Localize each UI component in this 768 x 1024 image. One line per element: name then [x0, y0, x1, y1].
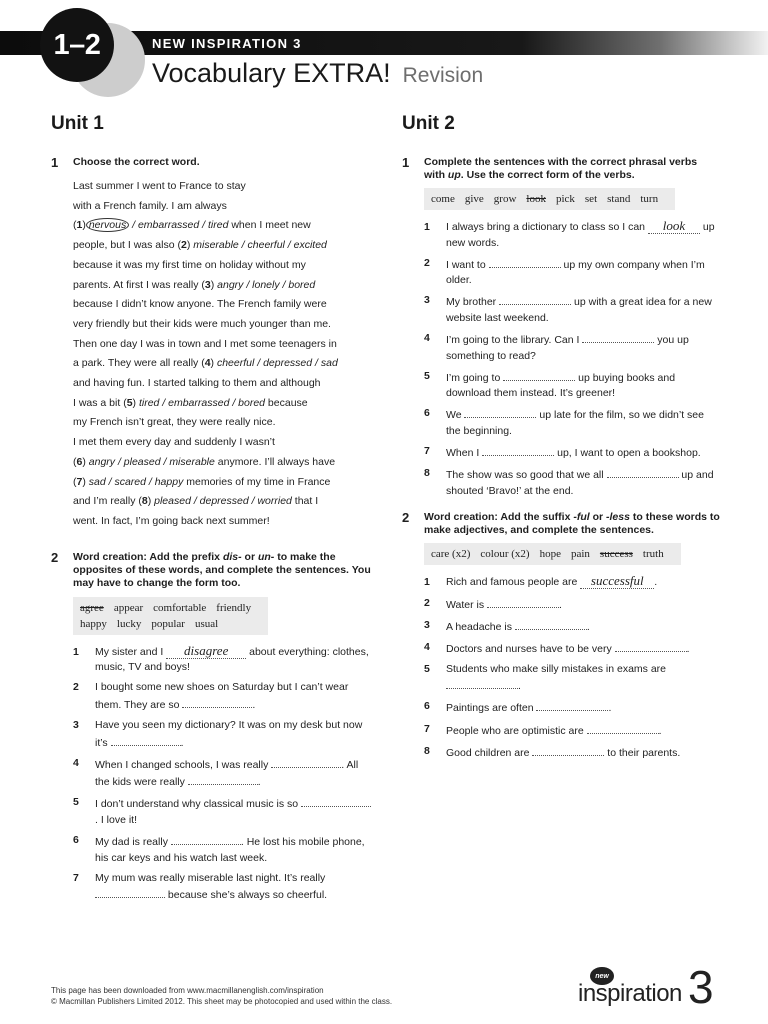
item-number: 8	[424, 467, 430, 480]
word-box-word: colour (x2)	[480, 548, 530, 561]
text-fragment: when I meet new	[228, 219, 311, 232]
item-number: 1	[73, 645, 79, 658]
footer	[51, 986, 392, 1007]
answer-blank	[166, 642, 246, 659]
text-line: people, but I was also (2) miserable / cheerful / excited	[73, 239, 327, 252]
item-text: about everything: clothes, music, TV and boys!	[95, 645, 369, 674]
exercise-items	[424, 220, 720, 499]
exercise-item	[424, 575, 720, 591]
answer-blank	[188, 773, 258, 785]
exercise-items	[424, 575, 720, 761]
handwritten-answer: successful	[590, 573, 644, 589]
word-box-word: set	[584, 193, 598, 205]
word-box-word: success	[599, 548, 633, 561]
gap-number: 2	[180, 239, 187, 252]
text-fragment: a park. They were all really (	[73, 357, 205, 370]
exercise-item	[73, 718, 371, 751]
item-text: My sister and I	[95, 645, 167, 658]
item-text: Students who make silly mistakes in exams are	[446, 662, 667, 675]
word-options: angry / lonely / bored	[217, 278, 316, 291]
exercise-item	[424, 444, 720, 462]
item-number: 2	[424, 596, 430, 609]
item-number: 5	[73, 796, 79, 809]
item-number: 3	[73, 719, 79, 732]
text-fragment: anymore. I’ll always have	[214, 455, 336, 468]
word-box-word: popular	[151, 617, 185, 630]
text-line: (1) nervous / embarrassed / tired when I meet new	[73, 219, 311, 232]
item-text: .	[658, 724, 662, 737]
footer-copyright: © Macmillan Publishers Limited 2012. This sheet may be photocopied and used within the class.	[51, 996, 393, 1006]
instr-suffix: -less	[606, 511, 630, 524]
exercise-item	[424, 256, 720, 289]
text-fragment: I was a bit (	[73, 396, 127, 409]
item-text: .	[586, 620, 590, 633]
text-line: a park. They were all really (4) cheerful / depressed / sad	[73, 357, 338, 370]
item-text: because she’s always so cheerful.	[165, 889, 328, 902]
answer-blank	[536, 699, 608, 711]
exercise-instruction	[424, 156, 720, 182]
text-fragment: that I	[291, 495, 319, 508]
exercise-item	[424, 618, 720, 636]
word-box-word: pain	[570, 548, 590, 561]
series-title: NEW INSPIRATION 3	[152, 36, 302, 51]
item-text: Water is	[446, 598, 488, 611]
item-text: I’m going to the library. Can I	[446, 334, 583, 347]
text-line: my French isn’t great, they were really nice.	[73, 416, 276, 429]
item-text: up late for the film, so we didn’t see the beginning.	[446, 409, 704, 438]
handwritten-answer: disagree	[184, 642, 229, 658]
exercise-item	[424, 406, 720, 439]
text-line: Last summer I went to France to stay	[73, 180, 246, 192]
instr-prefix: dis-	[222, 550, 242, 563]
item-text: . I love it!	[95, 814, 138, 826]
word-box-word: appear	[113, 601, 144, 614]
item-number: 7	[424, 445, 430, 458]
instr-fragment: to make the opposites of these words, and complete the sentences. You may have to change the form too.	[73, 550, 371, 589]
item-text: My brother	[446, 296, 500, 309]
item-text: up new words.	[446, 221, 715, 249]
item-text: Paintings are often	[446, 702, 537, 715]
answer-blank	[489, 256, 561, 268]
instr-fragment: . Use the correct form of the verbs.	[460, 169, 635, 181]
item-text: . He lost his mobile phone, his car keys and his watch last week.	[95, 836, 365, 864]
word-options: cheerful / depressed / sad	[216, 357, 338, 370]
item-number: 3	[424, 618, 430, 631]
item-text: you up something to read?	[446, 334, 689, 362]
gap-number: 3	[204, 278, 211, 291]
item-text: I always bring a dictionary to class so I can	[446, 221, 648, 233]
word-box-row	[431, 191, 668, 207]
answer-blank	[503, 369, 575, 381]
word-box-word: agree	[80, 601, 104, 614]
page-title-text: Vocabulary EXTRA!	[152, 58, 391, 88]
word-box-word: come	[431, 193, 455, 205]
item-text: up with a great idea for a new website last weekend.	[446, 296, 712, 324]
word-box-word: pick	[555, 193, 575, 205]
item-number: 2	[73, 681, 79, 694]
exercise-number: 1	[402, 155, 410, 170]
item-text: Good children are	[446, 746, 533, 759]
item-number: 6	[424, 700, 430, 713]
answer-blank	[171, 833, 241, 845]
exercise-item	[424, 220, 720, 251]
answer-blank	[532, 744, 604, 756]
gap-number: 6	[76, 455, 83, 468]
instr-suffix: -ful	[573, 511, 590, 524]
item-number: 4	[424, 640, 430, 653]
exercise-item	[424, 744, 720, 762]
item-text: People who are optimistic are	[446, 724, 587, 737]
item-text: .	[608, 702, 612, 715]
exercise-item	[73, 680, 371, 713]
item-number: 1	[424, 221, 430, 233]
item-text: .	[654, 576, 658, 589]
text-line: because I didn’t know anyone. The French family were	[73, 298, 327, 311]
word-box-word: hope	[539, 548, 561, 561]
word-box-word: stand	[607, 193, 631, 205]
word-box-word: comfortable	[153, 601, 207, 614]
word-options: angry / pleased / miserable	[88, 455, 215, 468]
item-number: 7	[424, 722, 430, 735]
unit1-heading: Unit 1	[51, 113, 104, 134]
instr-fragment: to these words to make adjectives, and complete the sentences.	[424, 511, 720, 537]
item-text: up, I want to open a bookshop.	[554, 447, 701, 460]
item-text: .	[180, 736, 184, 749]
exercise-number: 2	[51, 549, 59, 565]
word-box-word: usual	[194, 617, 219, 630]
item-number: 4	[73, 756, 79, 769]
text-line: very friendly but their kids were much younger than me.	[73, 317, 331, 330]
item-number: 8	[424, 744, 430, 757]
item-number: 7	[73, 871, 79, 884]
text-line: I was a bit (5) tired / embarrassed / bored because	[73, 396, 308, 409]
answer-blank	[487, 596, 559, 608]
exercise-item	[424, 640, 720, 658]
text-line: I met them every day and suddenly I wasn’t	[73, 436, 275, 449]
instr-fragment: or	[241, 550, 258, 563]
item-text: I bought some new shoes on Saturday but I can’t wear them. They are so	[95, 681, 349, 711]
exercise-item	[424, 699, 720, 717]
exercise-item	[73, 795, 371, 828]
word-options: pleased / depressed / worried	[154, 495, 292, 508]
item-text: up and shouted ‘Bravo!’ at the end.	[446, 469, 714, 497]
word-options: miserable / cheerful / excited	[193, 239, 327, 252]
text-line: because it was my first time on holiday without my	[73, 258, 306, 271]
word-box	[424, 543, 681, 565]
word-options: tired / embarrassed / bored	[138, 396, 266, 409]
exercise-items	[73, 642, 371, 904]
word-box	[73, 597, 268, 635]
text-fragment: and I’m really (	[73, 495, 142, 508]
answer-blank	[648, 220, 700, 234]
answer-blank	[482, 444, 554, 456]
exercise-instruction: Choose the correct word.	[73, 156, 200, 168]
unit2-exercise1	[402, 156, 720, 499]
text-line: and having fun. I started talking to them and although	[73, 377, 321, 390]
word-box-word: give	[464, 193, 484, 205]
exercise-number: 2	[402, 510, 410, 526]
text-line: Then one day I was in town and I met some teenagers in	[73, 337, 337, 350]
item-text: We	[446, 409, 465, 422]
exercise-item	[73, 833, 371, 866]
item-text: to their parents.	[604, 746, 681, 759]
exercise-instruction	[73, 551, 371, 590]
text-fragment: memories of my time in France	[183, 475, 331, 488]
unit1-exercise2	[51, 551, 371, 904]
text-fragment: people, but I was also (	[73, 239, 181, 252]
gap-number: 8	[141, 495, 148, 508]
instr-fragment: Word creation: Add the prefix	[73, 550, 223, 563]
exercise-item	[73, 756, 371, 791]
item-text: I’m going to	[446, 371, 504, 384]
gap-number: 5	[126, 396, 133, 409]
text-line: went. In fact, I’m going back next summer!	[73, 514, 270, 527]
word-box-word: turn	[640, 193, 659, 205]
item-text: . All the kids were really	[95, 758, 359, 789]
answer-blank	[499, 293, 571, 305]
item-text: A headache is	[446, 620, 515, 633]
word-box-word: grow	[493, 193, 517, 205]
answer-blank	[182, 696, 252, 708]
item-text: up buying books and download them instead. It’s greener!	[446, 371, 676, 400]
item-number: 3	[424, 294, 430, 307]
logo-new-badge: new	[590, 967, 614, 985]
instr-particle: up	[447, 169, 461, 181]
item-text: .	[559, 598, 562, 611]
logo-number: 3	[688, 961, 714, 1013]
item-text: .	[518, 680, 521, 693]
item-text: .	[252, 698, 256, 711]
unit-badge-circle	[40, 8, 114, 82]
instr-prefix: un-	[257, 550, 275, 563]
answer-blank	[515, 618, 587, 630]
item-number: 1	[424, 576, 430, 589]
word-box-row	[431, 546, 674, 562]
item-number: 5	[424, 369, 430, 382]
page-title	[152, 58, 483, 89]
exercise-item	[424, 662, 720, 695]
item-number: 6	[73, 834, 79, 847]
exercise-item	[424, 369, 720, 402]
item-number: 4	[424, 332, 430, 345]
unit2-heading: Unit 2	[402, 113, 455, 134]
item-text: .	[257, 776, 261, 789]
item-text: Rich and famous people are	[446, 576, 581, 589]
answer-blank	[464, 406, 536, 418]
item-text: The show was so good that we all	[446, 469, 607, 482]
word-box	[424, 188, 675, 210]
reading-text	[73, 177, 371, 532]
item-text: I want to	[446, 258, 489, 271]
word-options: sad / scared / happy	[88, 475, 184, 488]
word-box-word: happy	[80, 617, 107, 630]
answer-blank	[580, 575, 654, 589]
answer-blank	[582, 331, 654, 343]
handwritten-answer: look	[662, 218, 686, 233]
item-number: 2	[424, 256, 430, 269]
word-box-row	[80, 600, 261, 616]
exercise-number: 1	[51, 155, 59, 170]
text-line: and I’m really (8) pleased / depressed / worried that I	[73, 495, 319, 508]
word-options: / embarrassed / tired	[129, 219, 229, 232]
exercise-item	[424, 596, 720, 614]
word-box-word: truth	[642, 548, 664, 561]
unit-badge: 1–2	[53, 28, 101, 61]
item-number: 5	[424, 662, 430, 675]
text-fragment: because	[265, 396, 308, 409]
gap-number: 7	[76, 475, 83, 488]
item-number: 6	[424, 407, 430, 420]
item-text: up my own company when I’m older.	[446, 258, 705, 287]
word-box-word: friendly	[216, 601, 252, 614]
text-fragment: parents. At first I was really (	[73, 278, 205, 291]
answer-blank	[301, 795, 371, 807]
exercise-instruction	[424, 511, 720, 537]
text-line: parents. At first I was really (3) angry / lonely / bored	[73, 278, 316, 291]
page-subtitle: Revision	[402, 64, 484, 87]
answer-blank	[111, 734, 181, 746]
word-box-word: care (x2)	[431, 548, 471, 561]
text-line: (6) angry / pleased / miserable anymore. I’ll always have	[73, 455, 336, 468]
answer-blank	[446, 677, 518, 689]
instr-fragment: Complete the sentences with the correct phrasal verbs with	[424, 156, 698, 181]
exercise-item	[424, 722, 720, 740]
item-text: When I changed schools, I was really	[95, 758, 272, 771]
inspiration-logo	[578, 961, 728, 1013]
item-text: I don’t understand why classical music is so	[95, 798, 302, 811]
unit1-column	[51, 113, 371, 908]
logo-word: inspiration	[578, 980, 682, 1007]
word-box-word: lucky	[116, 617, 142, 630]
exercise-item	[424, 466, 720, 499]
answer-blank	[607, 466, 679, 478]
exercise-item	[424, 331, 720, 364]
text-line: (7) sad / scared / happy memories of my time in France	[73, 475, 331, 488]
unit1-exercise1	[51, 156, 371, 532]
circled-answer: nervous	[86, 218, 129, 232]
answer-blank	[615, 640, 687, 652]
gap-number: 1	[76, 219, 83, 232]
item-text: My mum was really miserable last night. It’s really	[95, 871, 326, 884]
gap-number: 4	[204, 357, 211, 370]
answer-blank	[587, 722, 659, 734]
word-box-word: look	[526, 193, 546, 205]
exercise-item	[73, 871, 371, 904]
instr-fragment: or	[589, 511, 607, 524]
exercise-item	[73, 642, 371, 676]
unit2-exercise2	[402, 511, 720, 761]
item-text: When I	[446, 447, 483, 460]
footer-source: This page has been downloaded from www.macmillanenglish.com/inspiration	[51, 986, 324, 995]
unit2-column	[402, 113, 720, 766]
item-text: Have you seen my dictionary? It was on my desk but now it’s	[95, 719, 363, 749]
item-text: .	[686, 642, 690, 655]
exercise-item	[424, 293, 720, 326]
answer-blank	[95, 886, 165, 898]
text-line: with a French family. I am always	[73, 199, 227, 212]
instr-fragment: Word creation: Add the suffix	[424, 511, 574, 524]
item-text: My dad is really	[95, 836, 171, 849]
word-box-row	[80, 616, 261, 632]
item-text: Doctors and nurses have to be very	[446, 642, 615, 655]
answer-blank	[271, 756, 341, 768]
